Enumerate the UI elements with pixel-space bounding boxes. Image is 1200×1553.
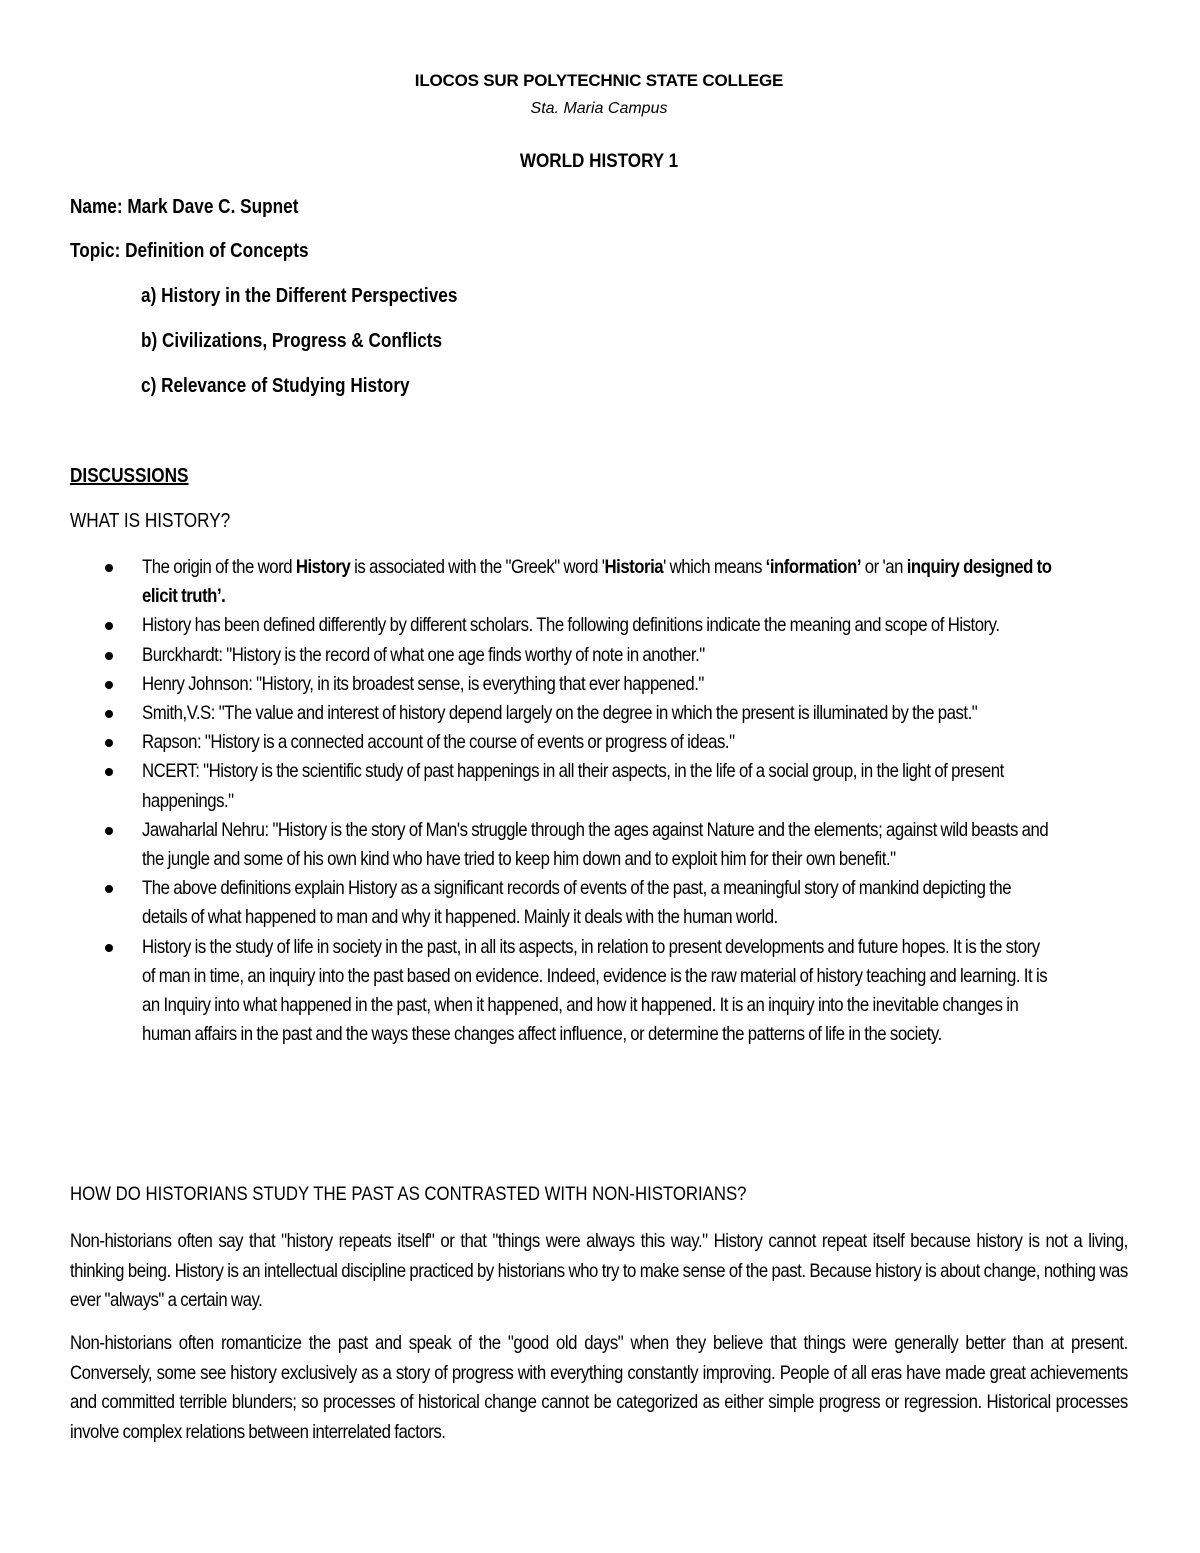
student-name: Name: Mark Dave C. Supnet <box>70 196 299 218</box>
list-item-text: Rapson: "History is a connected account of the course of events or progress of ideas." <box>142 731 735 754</box>
bullet-icon <box>105 564 113 572</box>
bullet-icon <box>105 739 113 747</box>
school-name: ILOCOS SUR POLYTECHNIC STATE COLLEGE <box>414 71 784 90</box>
question-historians-vs-non-historians: HOW DO HISTORIANS STUDY THE PAST AS CONTRASTED WITH NON-HISTORIANS? <box>70 1183 747 1205</box>
paragraph-good-old-days: Non-historians often romanticize the past and speak of the "good old days" when they believe that things were generally better than at present. Conversely, some see history exclusively as a story of progress with everything constantly improving. People of all eras have made great achievements and committed terrible blunders; so processes of historical change cannot be categorized as either simple progress or regression. Historical processes involve complex relations between interrelated factors. <box>70 1332 1128 1443</box>
bullet-icon <box>105 652 113 660</box>
list-item-text: History has been defined differently by different scholars. The following definitions indicate the meaning and scope of History. <box>142 614 1000 637</box>
list-item <box>70 874 1128 932</box>
bullet-icon <box>105 885 113 893</box>
list-item <box>70 728 1128 757</box>
bullet-icon <box>105 681 113 689</box>
list-item-text: The above definitions explain History as a significant records of events of the past, a meaningful story of mankind depicting the details of what happened to man and why it happened. Mainly it deals with the human world. <box>142 877 1012 929</box>
list-item-text: The origin of the word History is associated with the "Greek" word 'Historia' which means ‘information’ or 'an inquiry designed to elicit truth’. <box>142 556 1052 608</box>
topic-title: Topic: Definition of Concepts <box>70 240 309 262</box>
list-item-text: History is the study of life in society in the past, in all its aspects, in relation to present developments and future hopes. It is the story of man in time, an inquiry into the past based on evidence. Indeed, evidence is the raw material of history teaching and learning. It is an Inquiry into what happened in the past, when it happened, and how it happened. It is an inquiry into the inevitable changes in human affairs in the past and the ways these changes affect influence, or determine the patterns of life in the society. <box>142 935 1048 1046</box>
list-item-text: Smith,V.S: "The value and interest of history depend largely on the degree in which the present is illuminated by the past." <box>142 702 978 725</box>
campus-name: Sta. Maria Campus <box>530 100 668 117</box>
list-item-text: Henry Johnson: "History, in its broadest sense, is everything that ever happened." <box>142 672 704 695</box>
question-what-is-history: WHAT IS HISTORY? <box>70 510 231 532</box>
list-item-text: NCERT: "History is the scientific study of past happenings in all their aspects, in the life of a social group, in the light of present happenings." <box>142 760 1004 812</box>
list-item <box>70 611 1128 640</box>
course-title: WORLD HISTORY 1 <box>519 151 679 172</box>
subtopic-b: b) Civilizations, Progress & Conflicts <box>141 330 443 352</box>
paragraph-history-repeats: Non-historians often say that "history repeats itself" or that "things were always this way." History cannot repeat itself because history is not a living, thinking being. History is an intellectual discipline practiced by historians who try to make sense of the past. Because history is about change, nothing was ever "always" a certain way. <box>70 1230 1128 1311</box>
bullet-icon <box>105 768 113 776</box>
bullet-icon <box>105 827 113 835</box>
document-page <box>70 0 1128 1553</box>
list-item-text: Jawaharlal Nehru: "History is the story of Man's struggle through the ages against Nature and the elements; against wild beasts and the jungle and some of his own kind who have tried to keep him down and to exploit him for their own benefit." <box>142 818 1049 871</box>
list-item-text: Burckhardt: "History is the record of what one age finds worthy of note in another." <box>142 643 705 666</box>
list-item <box>70 757 1128 815</box>
bullet-icon <box>105 710 113 718</box>
list-item <box>70 553 1128 611</box>
bullet-icon <box>105 944 113 952</box>
list-item <box>70 933 1128 1050</box>
discussions-heading: DISCUSSIONS <box>70 465 189 487</box>
history-definitions-list <box>70 553 1128 1049</box>
subtopic-c: c) Relevance of Studying History <box>141 375 410 397</box>
list-item <box>70 816 1128 874</box>
list-item <box>70 699 1128 728</box>
list-item <box>70 670 1128 699</box>
list-item <box>70 641 1128 670</box>
subtopic-a: a) History in the Different Perspectives <box>141 285 458 307</box>
bullet-icon <box>105 622 113 630</box>
